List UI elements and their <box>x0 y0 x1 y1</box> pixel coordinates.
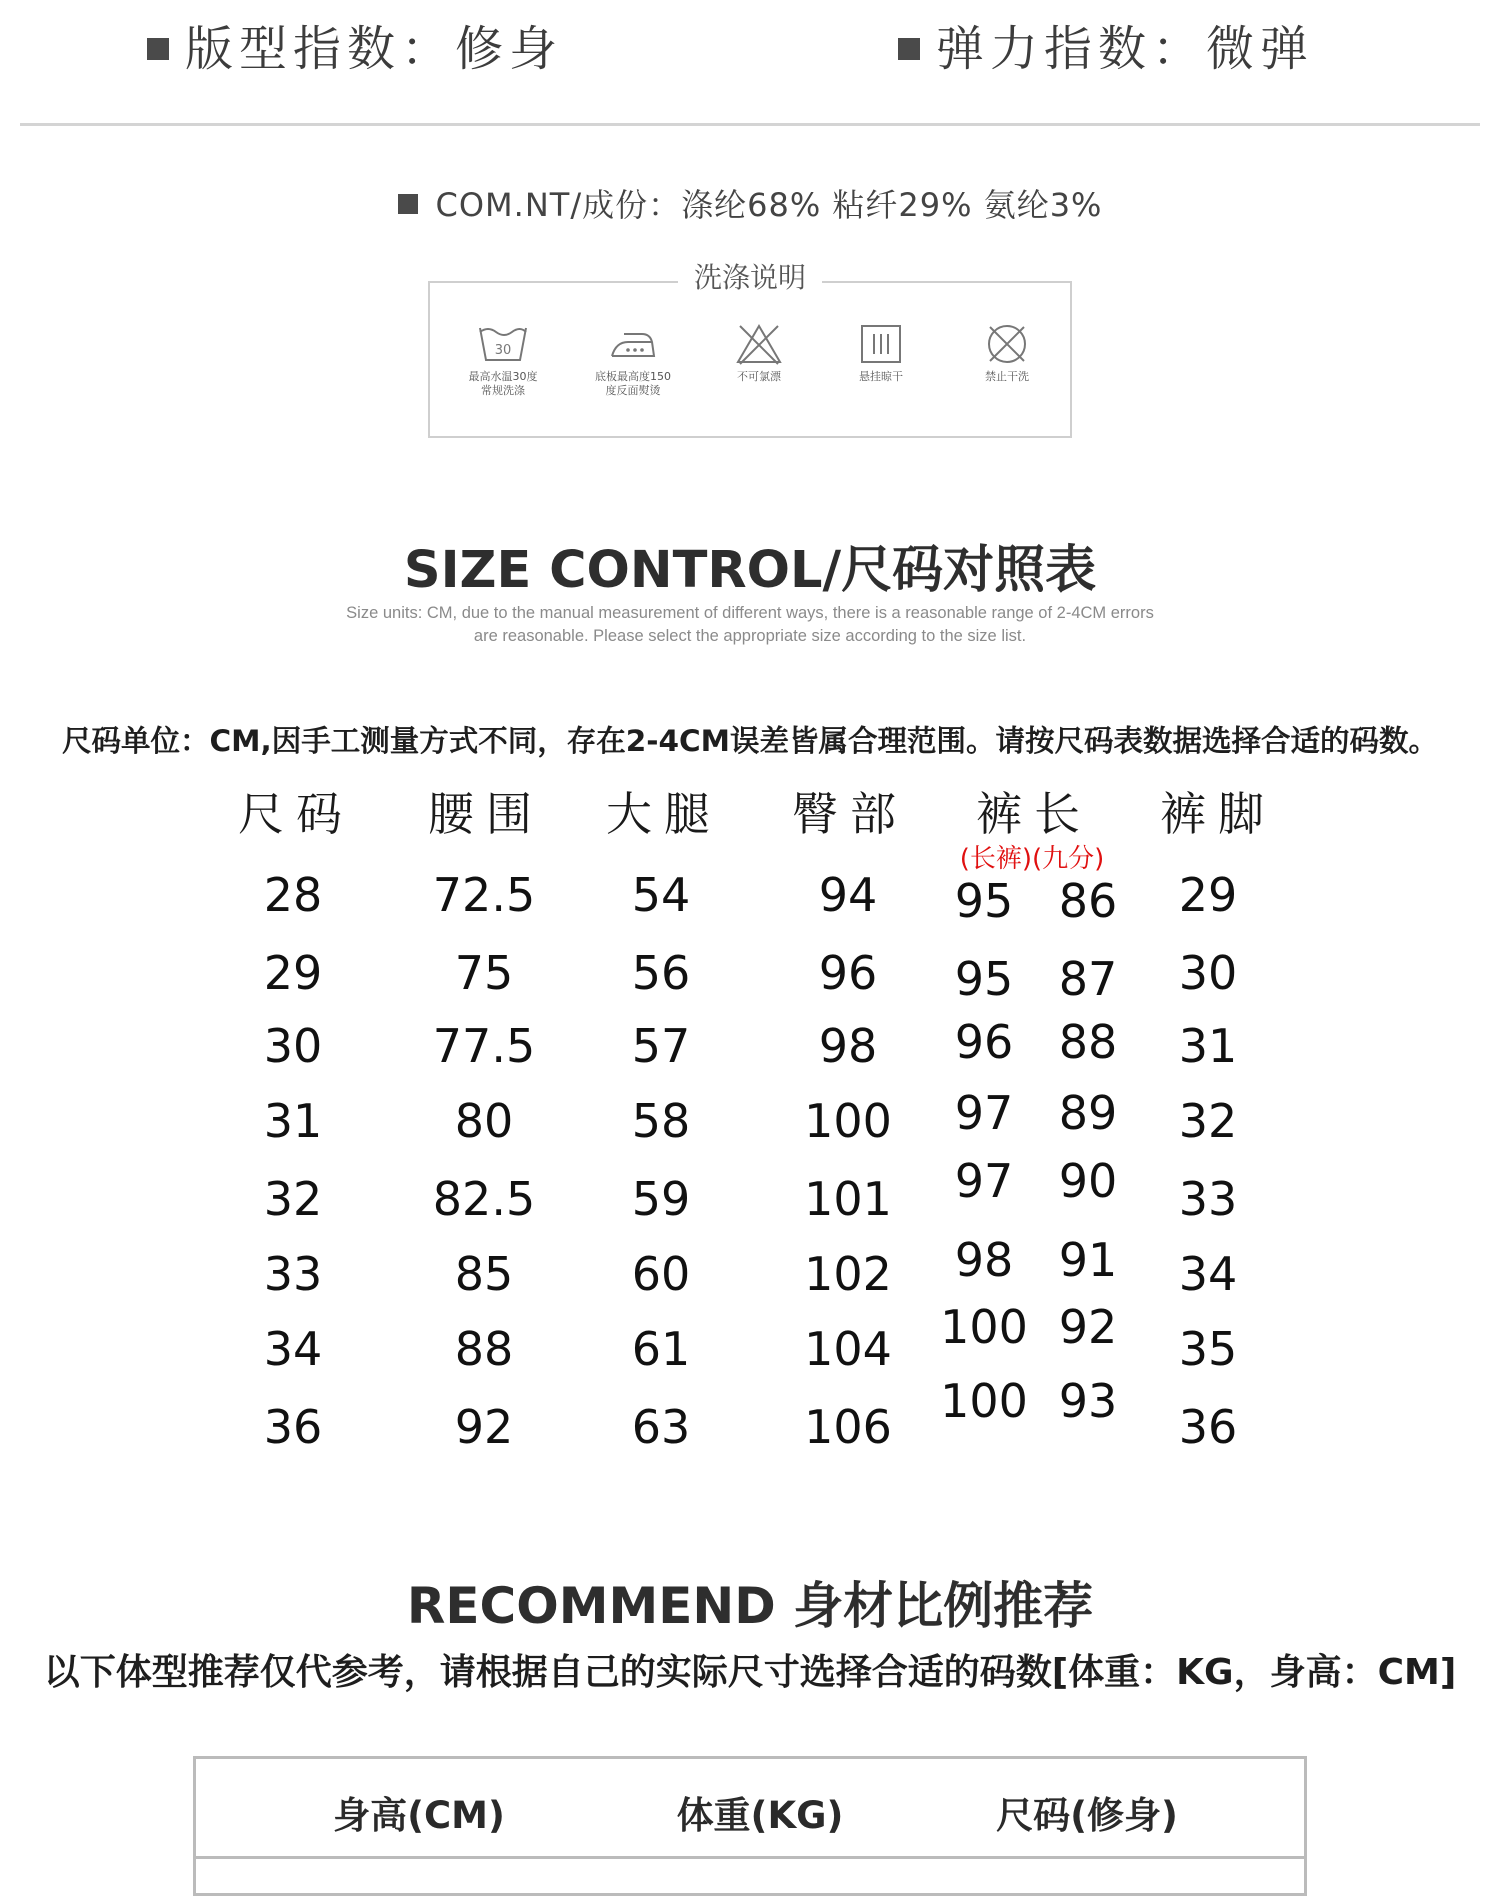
size-cell-hem: 35 <box>1178 1322 1238 1376</box>
recommend-table-divider <box>193 1856 1307 1859</box>
size-cell-hem: 36 <box>1178 1400 1238 1454</box>
column-header-hip: 臀部 <box>792 787 908 841</box>
size-cell-size: 36 <box>263 1400 323 1454</box>
size-cell-length-cropped: 87 <box>1058 952 1118 1006</box>
size-cell-thigh: 60 <box>631 1247 691 1301</box>
size-cell-thigh: 57 <box>631 1019 691 1073</box>
wash-title-text: 洗涤说明 <box>678 261 822 294</box>
size-cell-hip: 106 <box>804 1400 892 1454</box>
wash-caption: 不可氯漂 <box>737 370 781 383</box>
size-cell-length-long: 98 <box>954 1233 1014 1287</box>
size-cell-length-long: 95 <box>954 874 1014 928</box>
wash-item <box>826 322 936 384</box>
size-cell-hem: 33 <box>1178 1172 1238 1226</box>
size-cell-size: 28 <box>263 868 323 922</box>
size-cell-waist: 88 <box>454 1322 514 1376</box>
hang-dry-icon <box>854 322 908 366</box>
recommend-header-size: 尺码(修身) <box>996 1794 1178 1837</box>
size-cell-hem: 30 <box>1178 946 1238 1000</box>
wash-caption: 禁止干洗 <box>985 370 1029 383</box>
size-cell-size: 31 <box>263 1094 323 1148</box>
column-header-length: 裤长 <box>976 787 1092 841</box>
no-dry-clean-icon <box>980 322 1034 366</box>
size-cell-thigh: 63 <box>631 1400 691 1454</box>
top-divider <box>20 123 1480 126</box>
size-cell-length-long: 100 <box>940 1374 1028 1428</box>
composition-text: COM.NT/成份：涤纶68% 粘纤29% 氨纶3% <box>435 186 1103 224</box>
size-cell-hem: 34 <box>1178 1247 1238 1301</box>
size-cell-hip: 94 <box>818 868 878 922</box>
stretch-index-text: 弹力指数：微弹 <box>936 21 1315 77</box>
size-cell-length-cropped: 93 <box>1058 1374 1118 1428</box>
size-cell-thigh: 58 <box>631 1094 691 1148</box>
size-cell-thigh: 56 <box>631 946 691 1000</box>
wash-item <box>448 322 558 398</box>
size-cell-size: 29 <box>263 946 323 1000</box>
size-cell-length-cropped: 88 <box>1058 1015 1118 1069</box>
size-cell-length-long: 97 <box>954 1086 1014 1140</box>
wash-caption: 最高水温30度 常规洗涤 <box>468 370 538 397</box>
size-cell-hem: 29 <box>1178 868 1238 922</box>
size-cell-waist: 82.5 <box>432 1172 536 1226</box>
size-cell-hip: 104 <box>804 1322 892 1376</box>
recommend-header-weight: 体重(KG) <box>676 1794 844 1837</box>
bullet-square-icon <box>898 38 920 60</box>
recommend-note: 以下体型推荐仅代参考，请根据自己的实际尺寸选择合适的码数[体重：KG，身高：CM] <box>43 1652 1457 1693</box>
size-note-en-line2: are reasonable. Please select the appropriate size according to the size list. <box>473 627 1027 645</box>
size-cell-size: 32 <box>263 1172 323 1226</box>
svg-text:30: 30 <box>494 343 512 358</box>
size-cell-hip: 96 <box>818 946 878 1000</box>
size-cell-length-cropped: 92 <box>1058 1300 1118 1354</box>
wash-caption: 悬挂晾干 <box>859 370 903 383</box>
size-cell-thigh: 59 <box>631 1172 691 1226</box>
size-note-en <box>0 602 1500 648</box>
size-cell-length-cropped: 86 <box>1058 874 1118 928</box>
size-cell-size: 33 <box>263 1247 323 1301</box>
size-note-en-line1: Size units: CM, due to the manual measurement of different ways, there is a reasonable range of 2-4CM errors <box>346 604 1154 622</box>
fit-index <box>147 10 563 79</box>
bullet-square-icon <box>147 38 169 60</box>
column-header-thigh: 大腿 <box>606 787 722 841</box>
size-cell-waist: 92 <box>454 1400 514 1454</box>
wash-item <box>578 322 688 398</box>
size-cell-waist: 85 <box>454 1247 514 1301</box>
size-cell-length-long: 95 <box>954 952 1014 1006</box>
wash-item <box>952 322 1062 384</box>
size-cell-length-long: 100 <box>940 1300 1028 1354</box>
size-cell-waist: 80 <box>454 1094 514 1148</box>
composition <box>0 180 1500 226</box>
size-cell-thigh: 54 <box>631 868 691 922</box>
size-cell-size: 30 <box>263 1019 323 1073</box>
column-header-size: 尺码 <box>238 787 354 841</box>
size-cell-hem: 32 <box>1178 1094 1238 1148</box>
size-control-title: SIZE CONTROL/尺码对照表 <box>403 541 1097 600</box>
column-header-waist: 腰围 <box>428 787 544 841</box>
fit-index-text: 版型指数：修身 <box>185 21 564 77</box>
column-header-hem: 裤脚 <box>1160 787 1276 841</box>
iron-icon <box>606 322 660 366</box>
size-cell-length-cropped: 90 <box>1058 1154 1118 1208</box>
size-cell-hem: 31 <box>1178 1019 1238 1073</box>
size-cell-length-cropped: 89 <box>1058 1086 1118 1140</box>
size-cell-length-long: 97 <box>954 1154 1014 1208</box>
wash-title <box>0 256 1500 296</box>
size-cell-waist: 77.5 <box>432 1019 536 1073</box>
size-cell-length-long: 96 <box>954 1015 1014 1069</box>
no-bleach-icon <box>732 322 786 366</box>
size-cell-length-cropped: 91 <box>1058 1233 1118 1287</box>
bullet-square-icon <box>398 194 418 214</box>
wash-item <box>704 322 814 384</box>
wash-30-icon <box>476 322 530 366</box>
size-note-cn: 尺码单位：CM,因手工测量方式不同，存在2-4CM误差皆属合理范围。请按尺码表数据选择合适的码数。 <box>61 724 1438 758</box>
recommend-title: RECOMMEND 身材比例推荐 <box>406 1577 1094 1635</box>
size-cell-hip: 101 <box>804 1172 892 1226</box>
size-cell-waist: 72.5 <box>432 868 536 922</box>
size-cell-hip: 102 <box>804 1247 892 1301</box>
size-cell-waist: 75 <box>454 946 514 1000</box>
size-cell-thigh: 61 <box>631 1322 691 1376</box>
size-cell-hip: 98 <box>818 1019 878 1073</box>
stretch-index <box>898 10 1314 79</box>
recommend-header-height: 身高(CM) <box>333 1794 505 1837</box>
wash-caption: 底板最高度150 度反面熨烫 <box>595 370 671 397</box>
length-subheader: (长裤)(九分) <box>959 844 1105 874</box>
size-cell-size: 34 <box>263 1322 323 1376</box>
size-cell-hip: 100 <box>804 1094 892 1148</box>
